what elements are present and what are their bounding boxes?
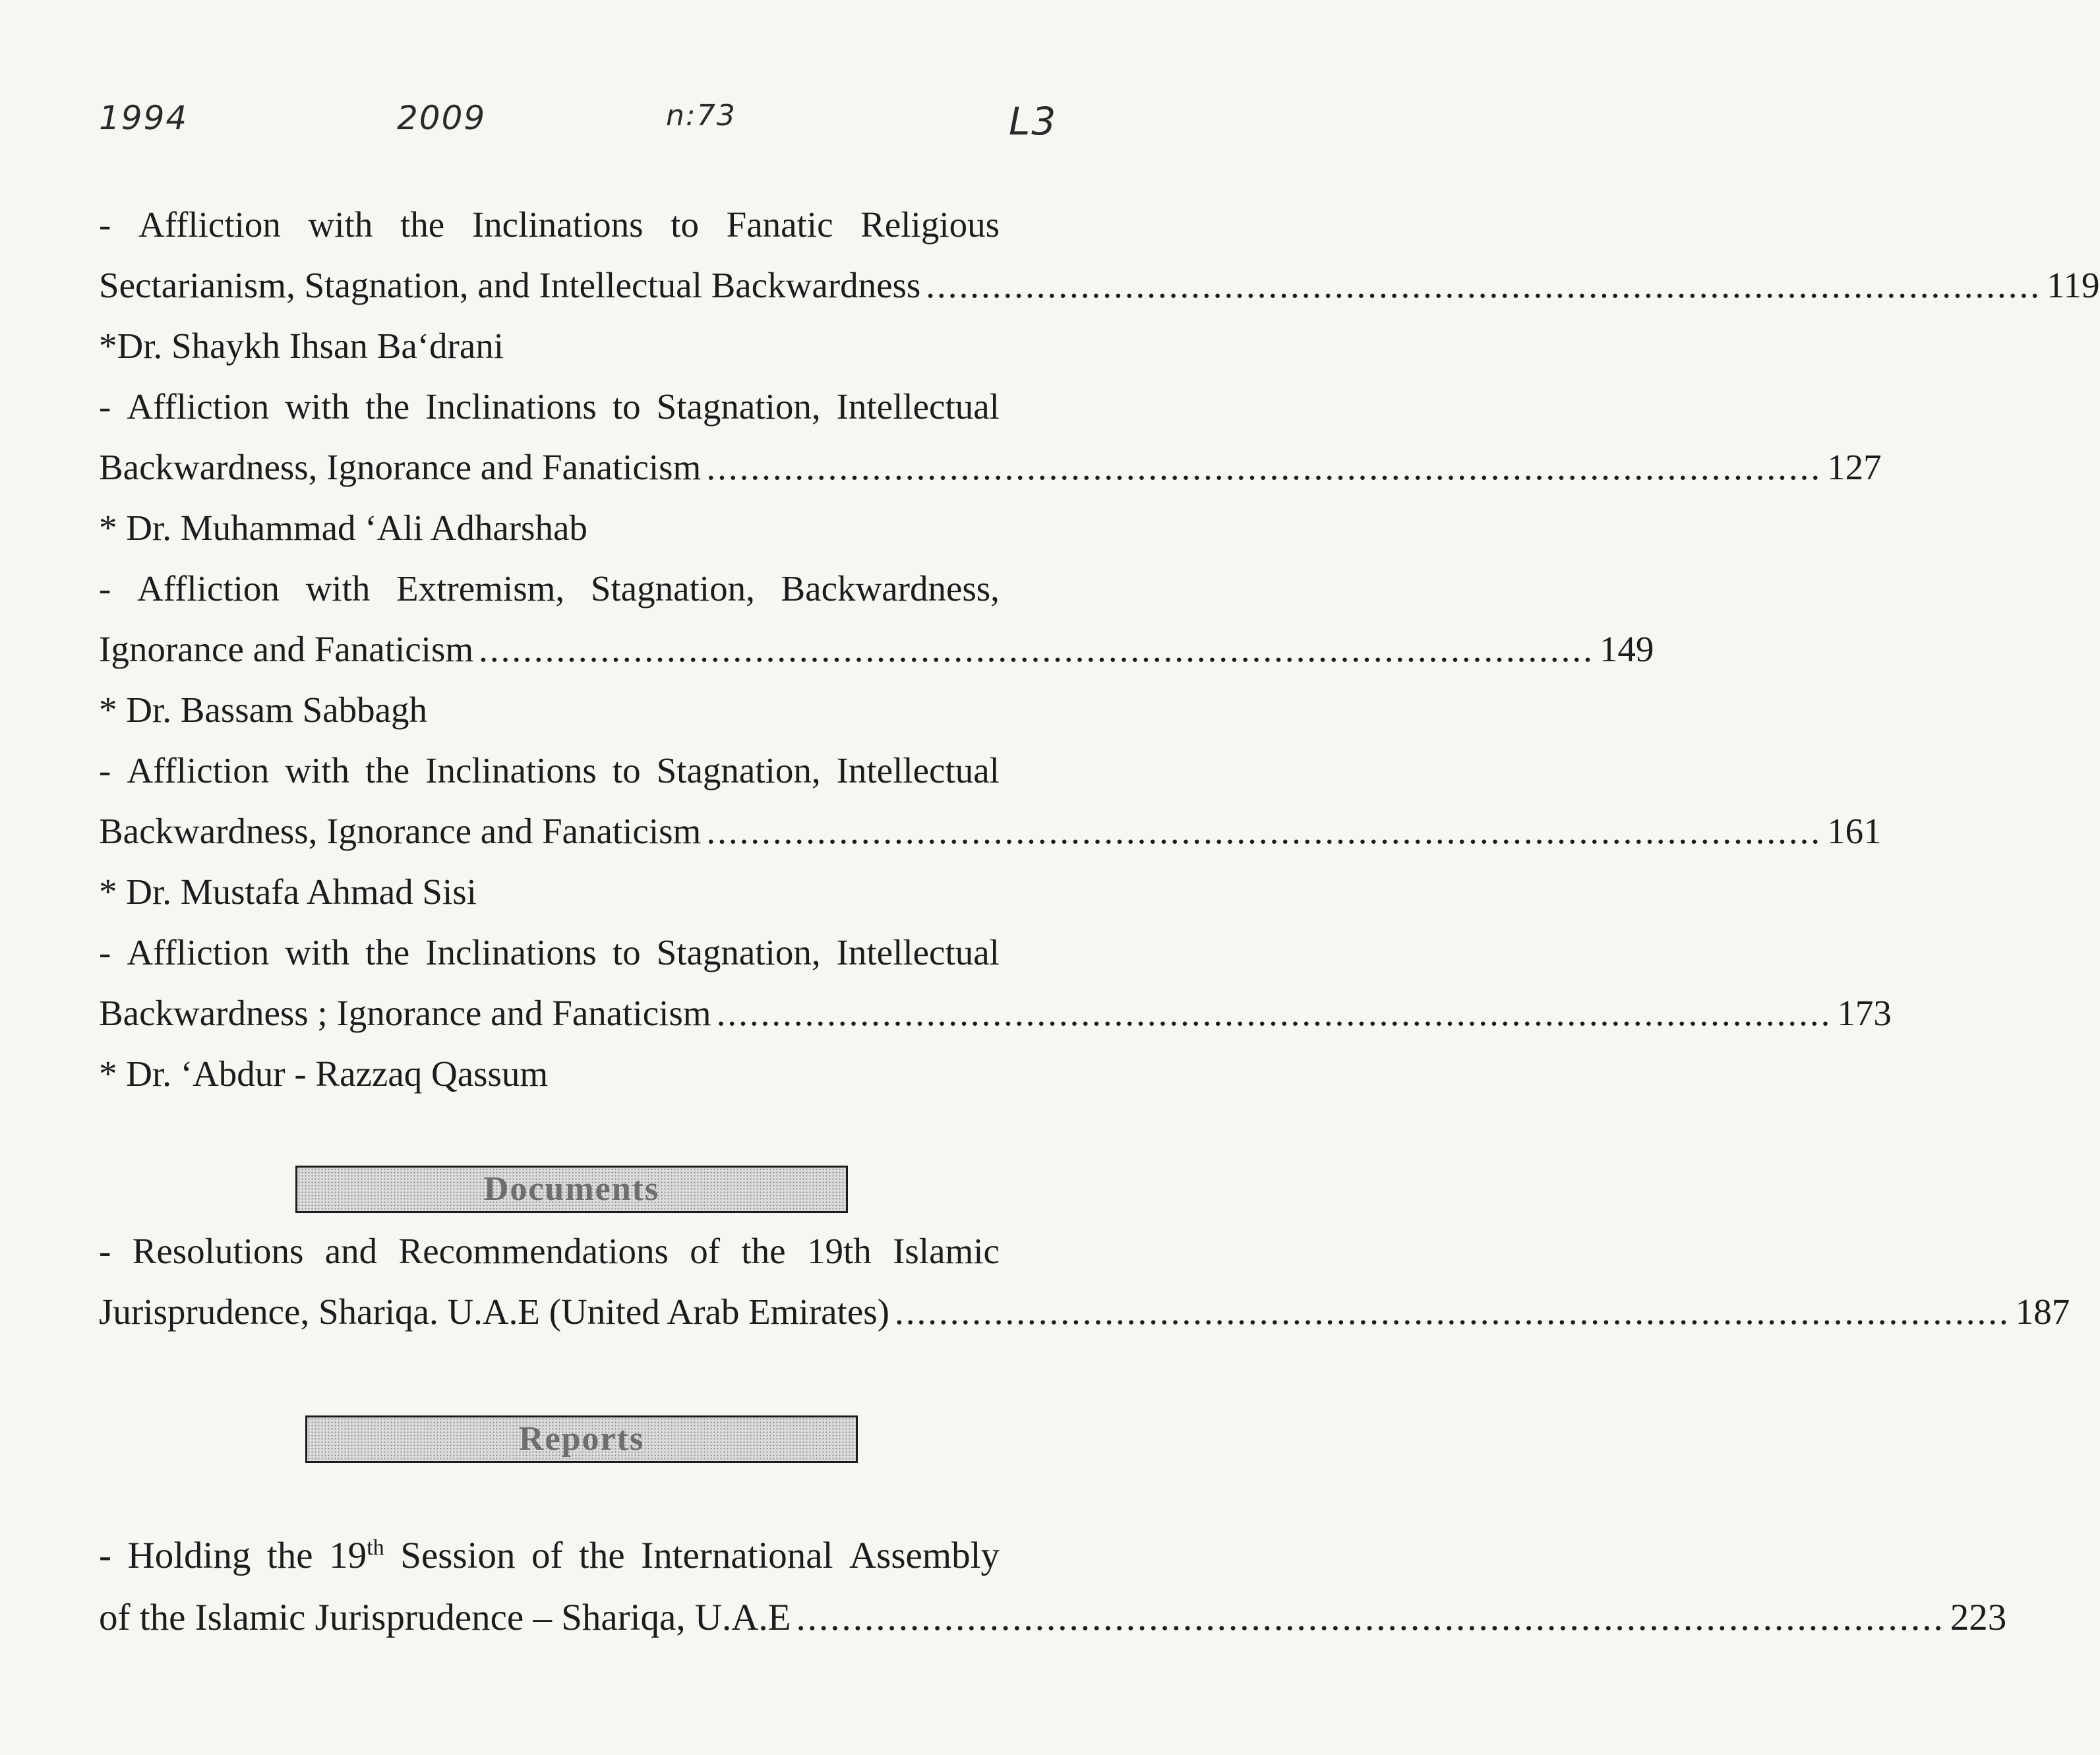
toc-entry: [99, 801, 1882, 862]
word: of: [531, 1535, 563, 1576]
word: -: [99, 386, 111, 427]
word: Inclinations: [425, 750, 597, 790]
toc-entry-title: Backwardness, Ignorance and Fanaticism: [99, 447, 702, 487]
toc-entry: [99, 619, 1654, 680]
toc-entry-title: of the Islamic Jurisprudence – Shariqa, U.A.E: [99, 1597, 791, 1638]
dot-leader: .....................................................................................................: [894, 1292, 2010, 1332]
word: to: [612, 386, 641, 427]
author-line: * Dr. Mustafa Ahmad Sisi: [99, 872, 477, 912]
toc-entry: [99, 983, 1892, 1044]
handwritten-note: 1994: [99, 99, 189, 137]
word: Inclinations: [425, 386, 597, 427]
word: Extremism,: [396, 568, 565, 609]
word: Fanatic: [726, 204, 833, 245]
dot-leader: .....................................................................................................: [926, 265, 2042, 305]
toc-line: [99, 376, 1000, 437]
word: Affliction: [127, 750, 270, 790]
dot-leader: .....................................................................................................: [796, 1597, 1945, 1638]
word: and: [324, 1231, 378, 1271]
word: Backwardness,: [781, 568, 1000, 609]
toc-entry: [99, 1587, 2007, 1649]
word: -: [99, 932, 111, 972]
page-number: 223: [1950, 1597, 2007, 1638]
word: the: [400, 204, 445, 245]
word: the: [365, 386, 410, 427]
word: 19th: [329, 1535, 384, 1576]
word: Affliction: [138, 204, 281, 245]
page-number: 127: [1827, 447, 1882, 487]
word: with: [305, 568, 371, 609]
dot-leader: .....................................................................................................: [716, 993, 1832, 1033]
word: -: [99, 568, 111, 609]
word: Stagnation,: [590, 568, 755, 609]
author-line: *Dr. Shaykh Ihsan Ba‘drani: [99, 326, 504, 366]
word: Affliction: [127, 386, 270, 427]
word: Affliction: [127, 932, 270, 972]
toc-line: [99, 558, 1000, 619]
toc-entry-title: Backwardness ; Ignorance and Fanaticism: [99, 993, 711, 1033]
reports-section: [99, 1525, 2007, 1649]
toc-entry: [99, 255, 2100, 316]
dot-leader: .....................................................................................................: [706, 811, 1822, 851]
word: the: [266, 1535, 313, 1576]
word: International: [641, 1535, 833, 1576]
toc-entry: [99, 437, 1882, 498]
page-number: 149: [1599, 629, 1654, 669]
word: Resolutions: [132, 1231, 304, 1271]
word: Stagnation,: [656, 750, 821, 790]
page-number: 187: [2015, 1292, 2070, 1332]
toc-line: [99, 1525, 1000, 1587]
dot-leader: .....................................................................................................: [706, 447, 1822, 487]
toc-entry: [99, 1282, 2070, 1342]
word: Inclinations: [471, 204, 644, 245]
word: Stagnation,: [656, 386, 821, 427]
word: Assembly: [849, 1535, 1000, 1576]
toc-line: [99, 1221, 1000, 1282]
word: -: [99, 750, 111, 790]
word: Affliction: [137, 568, 280, 609]
word: -: [99, 1231, 111, 1271]
word: Intellectual: [836, 932, 1000, 972]
word: Intellectual: [836, 386, 1000, 427]
word: of: [690, 1231, 721, 1271]
word: with: [285, 750, 349, 790]
author-line: * Dr. Muhammad ‘Ali Adharshab: [99, 508, 587, 548]
toc-entry-title: Jurisprudence, Shariqa. U.A.E (United Arab Emirates): [99, 1292, 889, 1332]
author-line: * Dr. Bassam Sabbagh: [99, 690, 428, 730]
word: with: [285, 932, 349, 972]
word: the: [741, 1231, 786, 1271]
toc-entry-title: Sectarianism, Stagnation, and Intellectual Backwardness: [99, 265, 921, 305]
word: Holding: [127, 1535, 251, 1576]
word: to: [612, 750, 641, 790]
table-of-contents: [99, 194, 2100, 1104]
ordinal-superscript: th: [367, 1535, 384, 1560]
handwritten-note: n:73: [666, 99, 736, 133]
word: -: [99, 1535, 111, 1576]
word: Recommendations: [398, 1231, 669, 1271]
toc-entry-title: Ignorance and Fanaticism: [99, 629, 474, 669]
word: with: [285, 386, 349, 427]
toc-line: [99, 922, 1000, 983]
word: Religious: [860, 204, 1000, 245]
word: 19th: [806, 1231, 872, 1271]
page-number: 119: [2047, 265, 2100, 305]
documents-heading: Documents: [295, 1166, 848, 1213]
word: to: [612, 932, 641, 972]
page-number: 161: [1827, 811, 1882, 851]
reports-heading: Reports: [305, 1415, 858, 1463]
toc-line: [99, 740, 1000, 801]
word: to: [671, 204, 699, 245]
word: -: [99, 204, 111, 245]
word: Intellectual: [836, 750, 1000, 790]
word: Stagnation,: [656, 932, 821, 972]
word: the: [365, 932, 410, 972]
toc-line: [99, 194, 1000, 255]
word: the: [579, 1535, 625, 1576]
handwritten-note: L3: [1009, 99, 1058, 144]
word: Session: [400, 1535, 516, 1576]
handwritten-note: 2009: [397, 99, 487, 137]
toc-entry-title: Backwardness, Ignorance and Fanaticism: [99, 811, 702, 851]
page-number: 173: [1837, 993, 1892, 1033]
word: the: [365, 750, 410, 790]
author-line: * Dr. ‘Abdur - Razzaq Qassum: [99, 1054, 549, 1094]
word: Inclinations: [425, 932, 597, 972]
word: Islamic: [893, 1231, 1000, 1271]
dot-leader: .....................................................................................................: [479, 629, 1594, 669]
word: with: [308, 204, 373, 245]
documents-section: [99, 1221, 2070, 1342]
